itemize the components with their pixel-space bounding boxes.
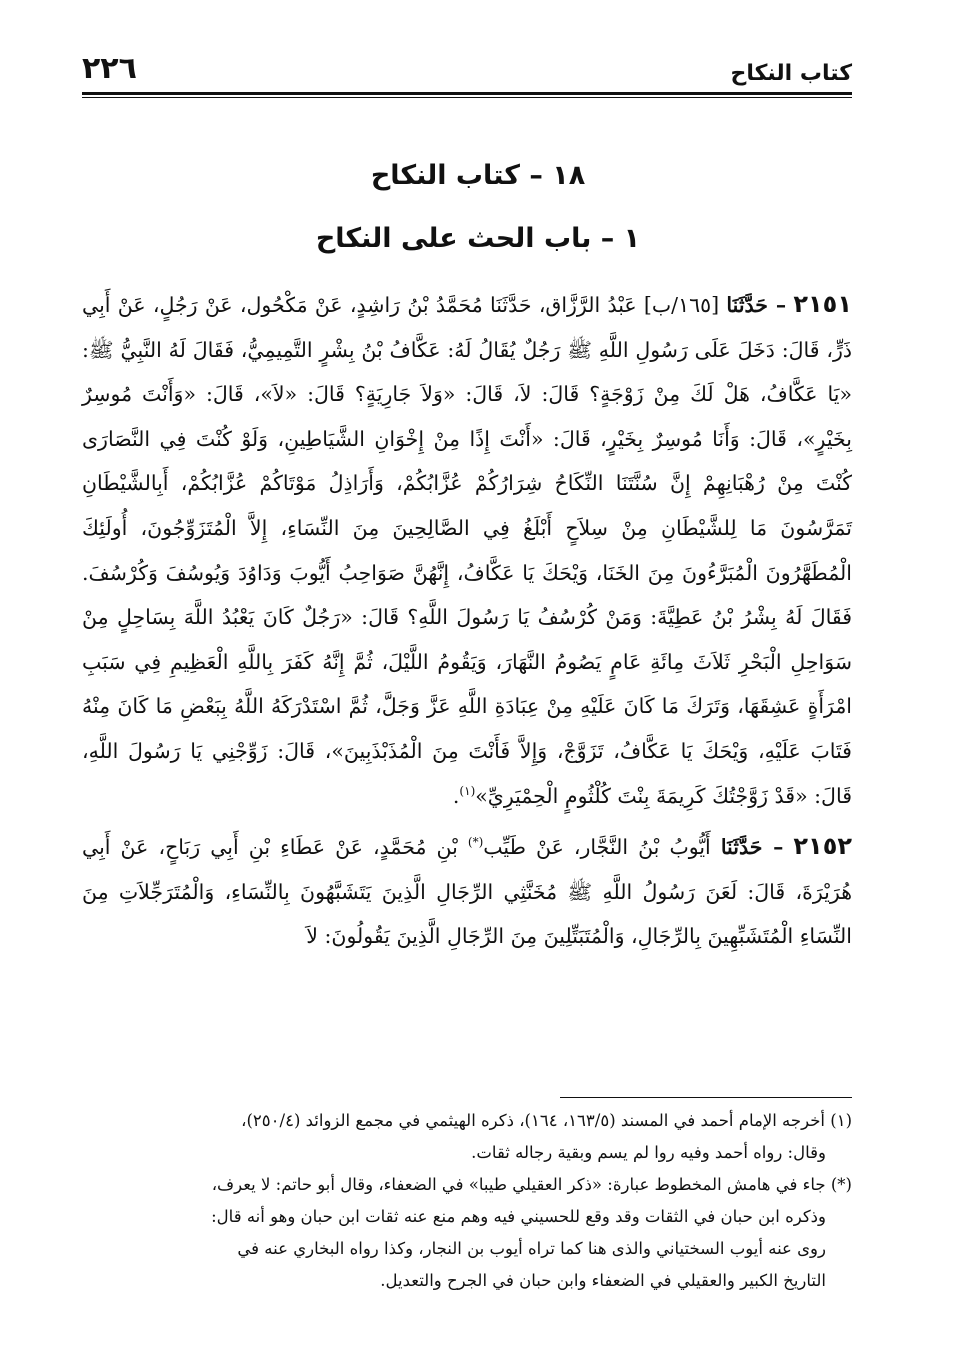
footnote-marker: (*)	[467, 835, 484, 850]
hadith-number: ٢١٥١	[793, 290, 852, 318]
footnote-separator	[560, 1097, 852, 1098]
main-text	[82, 282, 852, 959]
hadith-text: [١٦٥/ب] عَبْدُ الرَّزَّاق، حَدَّثَنَا مُحَمَّدُ بْنُ رَاشِدٍ، عَنْ مَكْحُول، عَنْ رَجُلٍ، عَنْ أَبِي ذَرٍّ، قَالَ: دَخَلَ عَلَى رَسُولِ اللَّهِ ﷺ رَجُلٌ يُقَالُ لَهُ: عَكَّافُ بْنُ بِشْرٍ التَّمِيمِيُّ، فَقَالَ لَهُ النَّبِيُّ ﷺ: «يَا عَكَّافُ، هَلْ لَكَ مِنْ زَوْجَةٍ؟ قَالَ: لاَ، قَالَ: «وَلاَ جَارِيَةٍ؟ قَالَ: «لاَ»، قَالَ: «وَأَنْتَ مُوسِرٌ بِخَيْرٍ»، قَالَ: وَأَنَا مُوسِرٌ بِخَيْرٍ، قَالَ: «أَنْتَ إِذًا مِنْ إِخْوَانِ الشَّيَاطِينِ، وَلَوْ كُنْتَ فِي النَّصَارَى كُنْتَ مِنْ رُهْبَانِهِمْ إِنَّ سُنَّتَنَا النِّكَاحُ شِرَارُكُمْ عُزَّابُكُمْ، وَأَرَاذِلُ مَوْتَاكُمْ عُزَّابُكُمْ، أَبِالشَّيْطَانِ تَمَرَّسُونَ مَا لِلشَّيْطَانِ مِنْ سِلاَحٍ أَبْلَغُ فِي الصَّالِحِينَ مِنَ النِّسَاءِ، إِلاَّ الْمُتَزَوِّجُونَ، أُولَئِكَ الْمُطَهَّرُونَ الْمُبَرَّءُونَ مِنَ الخَنَا، وَيْحَكَ يَا عَكَّافُ، إِنَّهُنَّ صَوَاحِبُ أَيُّوبَ وَدَاوُدَ وَيُوسُفَ وَكُرْسُفَ. فَقَالَ لَهُ بِشْرُ بْنُ عَطِيَّةَ: وَمَنْ كُرْسُفُ يَا رَسُولَ اللَّهِ؟ قَالَ: «رَجُلٌ كَانَ يَعْبُدُ اللَّهَ بِسَاحِلٍ مِنْ سَوَاحِلِ الْبَحْرِ ثَلاَثَ مِائَةِ عَامٍ يَصُومُ النَّهَارَ، وَيَقُومُ اللَّيْلَ، ثُمَّ إِنَّهُ كَفَرَ بِاللَّهِ الْعَظِيمِ فِي سَبَبِ امْرَأَةٍ عَشِقَهَا، وَتَرَكَ مَا كَانَ عَلَيْهِ مِنْ عِبَادَةِ اللَّهِ عَزَّ وَجَلَّ، ثُمَّ اسْتَدْرَكَهُ اللَّهُ بِبَعْضِ مَا كَانَ مِنْهُ فَتَابَ عَلَيْهِ، وَيْحَكَ يَا عَكَّافُ، تَزَوَّجْ، وَإِلاَّ فَأَنْتَ مِنَ الْمُذَبْذَبِينَ»، قَالَ: زَوِّجْنِي يَا رَسُولَ اللَّهِ، قَالَ: «قَدْ زَوَّجْتُكَ كَرِيمَةَ بِنْتَ كُلْثُومٍ الْحِمْيَرِيِّ»	[82, 293, 852, 808]
hadith-text: أَيُّوبُ بْنُ النَّجَّار، عَنْ طَيِّب	[483, 835, 711, 860]
chapter-heading: ١٨ – كتاب النكاح	[370, 160, 586, 191]
footnote-2-line: التاريخ الكبير والعقيلي في الضعفاء وابن حبان في الجرح والتعديل.	[380, 1271, 826, 1290]
footnote-1-line: (١) أخرجه الإمام أحمد في المسند (١٦٣/٥، ١٦٤)، ذكره الهيثمي في مجمع الزوائد (٢٥٠/٤)،	[241, 1111, 852, 1130]
footnotes	[82, 1105, 852, 1297]
footnote-1-line: وقال: رواه أحمد وفيه روا لم يسم وبقية رجاله ثقات.	[471, 1143, 826, 1162]
footnote-2-line: وذكره ابن حبان في الثقات وقد وقع للحسيني فيه وهم منع عنه ثقات ابن حبان وهو أنه قال:	[211, 1207, 826, 1226]
page-number: ٢٢٦	[82, 51, 137, 86]
hadith-2151	[82, 282, 852, 818]
footnote-2-line: روى عنه أيوب السختياني والذى هنا كما تراه أيوب بن النجار، وكذا رواه البخاري عنه في	[237, 1239, 826, 1258]
running-head-title: كتاب النكاح	[730, 61, 852, 86]
header-rule-thick	[82, 92, 852, 95]
hadith-lead: – حَدَّثَنَا	[720, 835, 784, 860]
hadith-2152	[82, 824, 852, 959]
header-rule-thin	[82, 97, 852, 98]
hadith-text-cont: بْنِ مُحَمَّدٍ، عَنْ عَطَاءِ بْنِ أَبِي رَبَاحٍ، عَنْ أَبِي هُرَيْرَةَ، قَالَ: لَعَنَ رَسُولُ اللَّهِ ﷺ مُخَنَّثِي الرِّجَالِ الَّذِينَ يَتَشَبَّهُونَ بِالنِّسَاءِ، وَالْمُتَرَجِّلاَتِ مِنَ النِّسَاءِ الْمُتَشَبِّهِينَ بِالرِّجَالِ، وَالْمُتَبَتِّلِينَ مِنَ الرِّجَالِ الَّذِينَ يَقُولُونَ: لاَ	[82, 835, 852, 949]
footnote-marker: (١)	[459, 783, 476, 798]
hadith-end: .	[452, 783, 460, 808]
hadith-lead: – حَدَّثَنَا	[726, 293, 787, 317]
running-head	[82, 42, 852, 86]
section-heading: ١ – باب الحث على النكاح	[315, 223, 641, 254]
footnote-2-line: (*) جاء في هامش المخطوط عبارة: «ذكر العقيلي طيبا» في الضعفاء، وقال أبو حاتم: لا يعرف،	[211, 1175, 852, 1194]
hadith-number: ٢١٥٢	[793, 832, 852, 861]
